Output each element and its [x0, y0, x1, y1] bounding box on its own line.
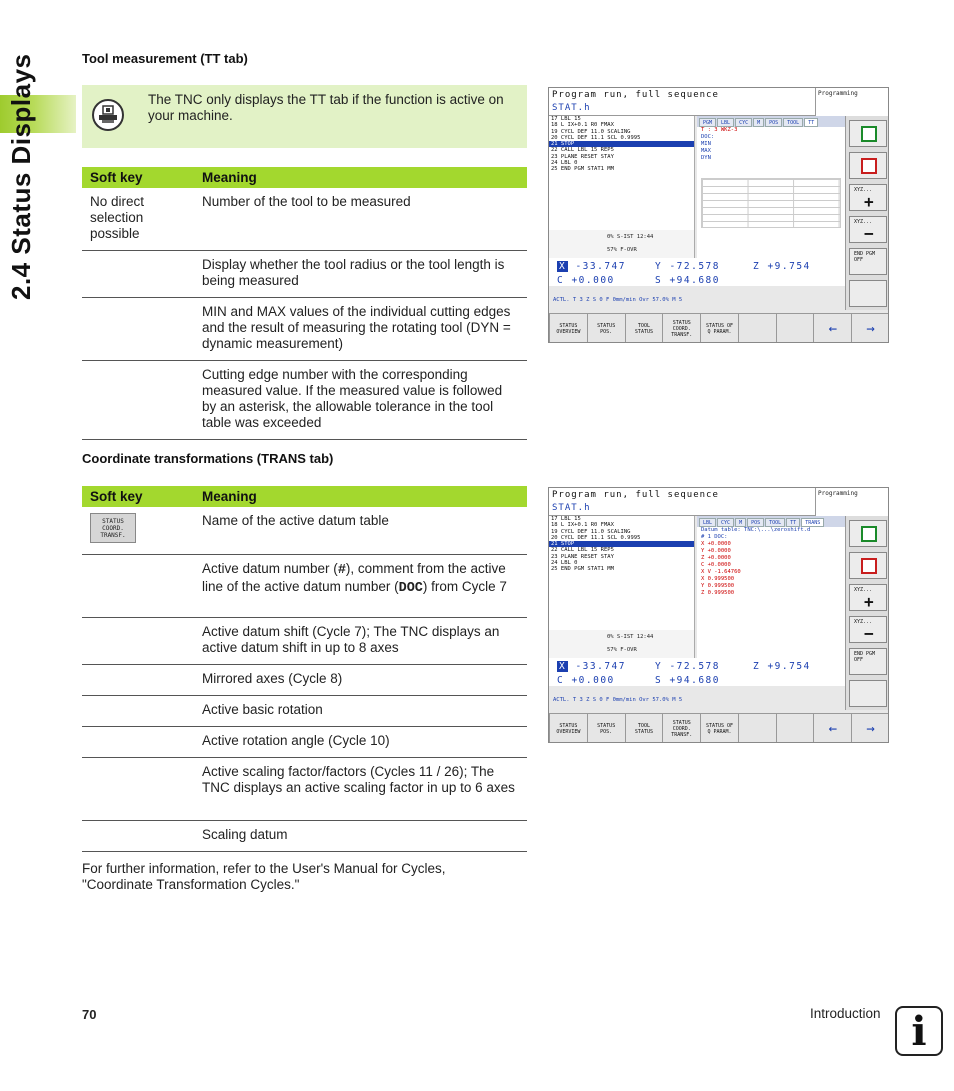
softkey-cell [82, 554, 194, 617]
status-tab-m[interactable]: M [753, 118, 764, 127]
side-section-title: 2.4 Status Displays [6, 53, 36, 300]
note-text: The TNC only displays the TT tab if the function is active on your machine. [148, 92, 504, 123]
status-tab-tool[interactable]: TOOL [783, 118, 803, 127]
axis-z-position: Z +9.754 [753, 661, 811, 672]
status-tab-lbl[interactable]: LBL [699, 518, 716, 527]
status-line: Y 0.999500 [701, 583, 735, 589]
program-file-name: STAT.h [552, 103, 591, 113]
program-line: 18 L IX+0.1 R0 FMAX [551, 522, 614, 529]
page-back-softkey[interactable]: ← [814, 714, 851, 743]
status-line: DYN [701, 155, 711, 161]
program-line: 23 PLANE RESET STAY [551, 553, 614, 560]
meaning-cell: MIN and MAX values of the individual cutting edges and the result of measuring the rotating tool (DYN = dynamic measurement) [194, 298, 527, 361]
xyz-minus-softkey[interactable]: XYZ... − [849, 216, 887, 243]
status-tab-cyc[interactable]: CYC [735, 118, 752, 127]
meaning-cell: Mirrored axes (Cycle 8) [194, 664, 527, 695]
program-line: 24 LBL 0 [551, 560, 578, 567]
axis-s-position: S +94.680 [655, 275, 720, 286]
program-line: 20 CYCL DEF 11.1 SCL 0.9995 [551, 534, 641, 541]
status-line: Datum table: TNC:\...\zeroshift.d [701, 527, 811, 533]
program-line: 25 END PGM STAT1 MM [551, 566, 614, 573]
page-back-softkey[interactable]: ← [814, 314, 851, 343]
note-box [82, 85, 527, 148]
softkey-status-pos-[interactable]: STATUS POS. [588, 314, 625, 343]
softkey-cell [82, 695, 194, 726]
softkey-tool-status[interactable]: TOOL STATUS [626, 314, 663, 343]
softkey-cell [82, 726, 194, 757]
trans-softkey-table [82, 486, 527, 852]
xyz-plus-softkey[interactable]: XYZ... + [849, 184, 887, 211]
softkey-status-overview[interactable]: STATUS OVERVIEW [550, 314, 587, 343]
machine-off-button[interactable] [849, 152, 887, 179]
status-line: MAX [701, 148, 711, 154]
program-line: 25 END PGM STAT1 MM [551, 166, 614, 173]
status-line: MIN [701, 141, 711, 147]
xyz-minus-softkey[interactable]: XYZ... − [849, 616, 887, 643]
footnote: For further information, refer to the User's Manual for Cycles, "Coordinate Transformation Cycles." [82, 861, 446, 892]
col-softkey-header: Soft key [82, 167, 194, 188]
meaning-cell: Display whether the tool radius or the tool length is being measured [194, 251, 527, 298]
vertical-softkeys[interactable] [845, 516, 889, 710]
program-line: 23 PLANE RESET STAY [551, 153, 614, 160]
axis-y-position: Y -72.578 [655, 261, 720, 272]
col-softkey-header: Soft key [82, 486, 194, 507]
meaning-cell: Active datum number (#), comment from the active line of the active datum number (DOC) from Cycle 7 [194, 554, 527, 617]
status-tab-tt[interactable]: TT [786, 518, 800, 527]
softkey-status-of-q-param-[interactable]: STATUS OF Q PARAM. [701, 314, 738, 343]
program-line: 21 STOP [549, 541, 694, 547]
meaning-cell: Active rotation angle (Cycle 10) [194, 726, 527, 757]
meaning-cell: Active basic rotation [194, 695, 527, 726]
screenshot-tt-tab: Program run, full sequence STAT.h Programming 17 LBL 15 18 L IX+0.1 R0 FMAX 19 CYCL DEF 11.0 SCALING 20 CYCL DEF 11.1 SCL 0.9995 21 STOP 22 CALL LBL 15 REP5 23 PLANE RESET STAY 24 LBL 0 25 END PGM STAT1 MM 0% S-IST 12:44 57% F-OVR PGM LBL CYC M POS TOOL TT T : 3 WKZ-3 DOC: MIN MAX DYN X -33.747 Y -72.578 Z +9.754 C +0.000 S +94.680 ACTL. T 3 Z S 0 F 0mm/min Ovr 57.0% M 5 XYZ... + XYZ... − END PGM OFF STATUS OVERVIEW STATUS POS. TOOL STATUS STATUS COORD. TRANSF. STATUS OF Q PARAM. ← → [548, 87, 889, 343]
vertical-softkeys[interactable] [845, 116, 889, 310]
mode-title: Program run, full sequence [552, 90, 719, 100]
softkey-status-of-q-param-[interactable]: STATUS OF Q PARAM. [701, 714, 738, 743]
mode-title: Program run, full sequence [552, 490, 719, 500]
tt-softkey-table [82, 167, 527, 440]
page-forward-softkey[interactable]: → [852, 314, 889, 343]
meaning-cell: Number of the tool to be measured [194, 188, 527, 251]
softkey-cell [82, 361, 194, 440]
empty-softkey[interactable] [739, 714, 776, 743]
end-pgm-off-softkey[interactable]: END PGM OFF [849, 648, 887, 675]
page-number: 70 [82, 1007, 97, 1022]
status-tab-lbl[interactable]: LBL [717, 118, 734, 127]
empty-softkey[interactable] [777, 714, 814, 743]
programming-mode-label: Programming [815, 88, 889, 116]
machine-on-button[interactable] [849, 120, 887, 147]
program-line: 19 CYCL DEF 11.0 SCALING [551, 528, 631, 535]
softkey-status-coord-transf-[interactable]: STATUS COORD. TRANSF. [663, 314, 700, 343]
status-line: # 1 DOC: [701, 534, 728, 540]
meaning-cell: Name of the active datum table [194, 507, 527, 554]
status-tab-pos[interactable]: POS [747, 518, 764, 527]
col-meaning-header: Meaning [194, 167, 527, 188]
axis-x-position: X -33.747 [559, 261, 626, 272]
program-line: 22 CALL LBL 15 REP5 [551, 147, 614, 154]
program-line: 19 CYCL DEF 11.0 SCALING [551, 128, 631, 135]
status-line: X 0.999500 [701, 576, 735, 582]
softkey-cell [82, 298, 194, 361]
program-line: 18 L IX+0.1 R0 FMAX [551, 122, 614, 129]
status-line: C +0.0000 [701, 562, 731, 568]
section-heading-tt: Tool measurement (TT tab) [82, 51, 248, 66]
machine-on-button[interactable] [849, 520, 887, 547]
position-display [549, 658, 845, 686]
machine-off-button[interactable] [849, 552, 887, 579]
softkey-status-overview[interactable]: STATUS OVERVIEW [550, 714, 587, 743]
screenshot-trans-tab: Program run, full sequence STAT.h Programming 17 LBL 15 18 L IX+0.1 R0 FMAX 19 CYCL DEF 11.0 SCALING 20 CYCL DEF 11.1 SCL 0.9995 21 STOP 22 CALL LBL 15 REP5 23 PLANE RESET STAY 24 LBL 0 25 END PGM STAT1 MM 0% S-IST 12:44 57% F-OVR LBL CYC M POS TOOL TT TRANS Datum table: TNC:\...\zeroshift.d # 1 DOC: X +0.0000 Y +0.0000 Z +0.0000 C +0.0000 X V -1.64760 X 0.999500 Y 0.999500 Z 0.999500 X -33.747 Y -72.578 Z +9.754 C +0.000 S +94.680 ACTL. T 3 Z S 0 F 0mm/min Ovr 57.0% M 5 XYZ... + XYZ... − END PGM OFF STATUS OVERVIEW STATUS POS. TOOL STATUS STATUS COORD. TRANSF. STATUS OF Q PARAM. ← → [548, 487, 889, 743]
program-file-name: STAT.h [552, 503, 591, 513]
program-listing [549, 516, 695, 630]
status-tab-m[interactable]: M [735, 518, 746, 527]
meaning-cell: Scaling datum [194, 820, 527, 851]
programming-mode-label: Programming [815, 488, 889, 516]
status-panel [697, 116, 845, 258]
feed-softkey[interactable] [849, 280, 887, 307]
position-display [549, 258, 845, 286]
status-tab-tool[interactable]: TOOL [765, 518, 785, 527]
softkey-cell [82, 757, 194, 820]
horizontal-softkeys[interactable] [549, 713, 889, 743]
tt-measurement-grid [701, 178, 841, 228]
program-line: 21 STOP [549, 141, 694, 147]
softkey-cell [82, 251, 194, 298]
program-line: 22 CALL LBL 15 REP5 [551, 547, 614, 554]
program-line: 17 LBL 15 [551, 116, 581, 122]
axis-c-position: C +0.000 [557, 275, 615, 286]
empty-softkey[interactable] [777, 314, 814, 343]
softkey-cell: No direct selection possible [82, 188, 194, 251]
status-line: Z 0.999500 [701, 590, 735, 596]
status-panel [697, 516, 845, 658]
program-line: 20 CYCL DEF 11.1 SCL 0.9995 [551, 134, 641, 141]
axis-x-position: X -33.747 [559, 661, 626, 672]
footer-section-name: Introduction [810, 1006, 881, 1021]
status-tab-trans[interactable]: TRANS [801, 518, 824, 527]
program-line: 24 LBL 0 [551, 160, 578, 167]
info-icon: i [895, 1006, 943, 1056]
meaning-cell: Active datum shift (Cycle 7); The TNC displays an active datum shift in up to 8 axes [194, 617, 527, 664]
status-line: T : 3 WKZ-3 [701, 127, 738, 133]
status-tabs[interactable] [697, 116, 845, 127]
xyz-plus-softkey[interactable]: XYZ... + [849, 584, 887, 611]
end-pgm-off-softkey[interactable]: END PGM OFF [849, 248, 887, 275]
status-line: DOC: [701, 134, 715, 140]
status-tab-pos[interactable]: POS [765, 118, 782, 127]
softkey-status-pos-[interactable]: STATUS POS. [588, 714, 625, 743]
section-heading-trans: Coordinate transformations (TRANS tab) [82, 451, 334, 466]
page-forward-softkey[interactable]: → [852, 714, 889, 743]
machine-icon [92, 99, 124, 131]
softkey-cell [82, 664, 194, 695]
softkey-tool-status[interactable]: TOOL STATUS [626, 714, 663, 743]
softkey-status-coord-transf-[interactable]: STATUS COORD. TRANSF. [663, 714, 700, 743]
softkey-cell [82, 820, 194, 851]
meaning-cell: Cutting edge number with the corresponding measured value. If the measured value is followed by an asterisk, the allowable tolerance in the tool table was exceeded [194, 361, 527, 440]
program-listing [549, 116, 695, 230]
softkey-cell [82, 617, 194, 664]
meaning-cell: Active scaling factor/factors (Cycles 11 / 26); The TNC displays an active scaling factor in up to 6 axes [194, 757, 527, 820]
status-line: Z +0.0000 [701, 555, 731, 561]
status-tab-cyc[interactable]: CYC [717, 518, 734, 527]
horizontal-softkeys[interactable] [549, 313, 889, 343]
actual-values-line: ACTL. T 3 Z S 0 F 0mm/min Ovr 57.0% M 5 [553, 297, 683, 303]
empty-softkey[interactable] [739, 314, 776, 343]
softkey-cell [82, 507, 194, 554]
actual-values-line: ACTL. T 3 Z S 0 F 0mm/min Ovr 57.0% M 5 [553, 697, 683, 703]
feed-softkey[interactable] [849, 680, 887, 707]
status-tabs[interactable] [697, 516, 845, 527]
status-tab-pgm[interactable]: PGM [699, 118, 716, 127]
status-tab-tt[interactable]: TT [804, 118, 818, 127]
status-line: X V -1.64760 [701, 569, 741, 575]
col-meaning-header: Meaning [194, 486, 527, 507]
axis-s-position: S +94.680 [655, 675, 720, 686]
program-line: 17 LBL 15 [551, 516, 581, 522]
axis-y-position: Y -72.578 [655, 661, 720, 672]
axis-z-position: Z +9.754 [753, 261, 811, 272]
axis-c-position: C +0.000 [557, 675, 615, 686]
status-coord-transf-softkey[interactable]: STATUS COORD. TRANSF. [90, 513, 136, 543]
status-line: Y +0.0000 [701, 548, 731, 554]
status-line: X +0.0000 [701, 541, 731, 547]
